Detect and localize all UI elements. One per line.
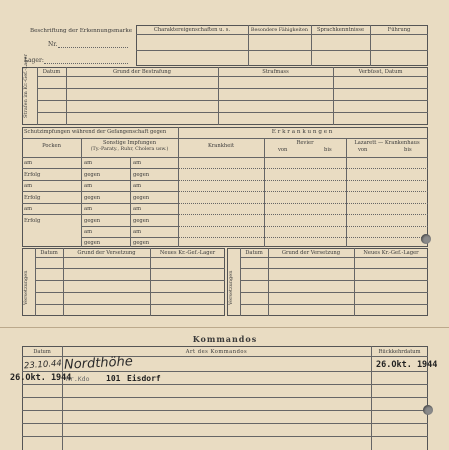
sonst-mid-4: am <box>84 206 93 212</box>
sonst-mid-5: gegen <box>84 218 101 224</box>
krankheit-header: Krankheit <box>207 143 235 149</box>
fuehrung-header: Führung <box>387 27 411 33</box>
revier-von: von <box>278 147 288 153</box>
versetzung-side-right: Versetzungen <box>228 270 234 305</box>
vers-r-neues: Neues Kr.-Gef.-Lager <box>363 250 419 256</box>
pocken-row-4: am <box>24 206 33 212</box>
sonst-mid-2: am <box>84 183 93 189</box>
pocken-row-0: am <box>24 160 33 166</box>
sonst-mid-7: gegen <box>84 240 101 246</box>
sonst-mid-1: gegen <box>84 172 101 178</box>
sonst-right-6: am <box>133 229 142 235</box>
pocken-row-3: Erfolg <box>24 195 41 201</box>
pocken-header: Pocken <box>42 143 61 149</box>
versetzung-grid-right <box>227 248 428 316</box>
strafen-datum: Datum <box>42 69 61 75</box>
sonst-mid-6: am <box>84 229 93 235</box>
versetzung-side-left: Versetzungen <box>23 270 29 305</box>
versetzung-grid-left <box>22 248 225 316</box>
sonst-right-2: am <box>133 183 142 189</box>
sonst-right-1: gegen <box>133 172 150 178</box>
sonst-right-3: gegen <box>133 195 150 201</box>
kommandos-title: Kommandos <box>192 334 258 344</box>
punch-hole-lower <box>423 405 433 415</box>
handwritten-kommando: Nordthöhe <box>63 354 134 373</box>
marke-label: Beschriftung der Erkennungsmarke <box>30 28 133 34</box>
punch-hole-upper <box>421 234 431 244</box>
vers-l-grund: Grund der Versetzung <box>77 250 136 256</box>
pocken-row-5: Erfolg <box>24 218 41 224</box>
nr-line <box>58 47 128 48</box>
pocken-row-2: am <box>24 183 33 189</box>
faehigkeiten-header: Besondere Fähigkeiten <box>250 27 309 33</box>
revier-header: Revier <box>296 140 314 146</box>
stamp-date: 26.Okt. 1944 <box>10 373 72 383</box>
sonst-right-5: gegen <box>133 218 150 224</box>
vers-l-neues: Neues Kr.-Gef.-Lager <box>159 250 216 256</box>
kdo-datum-header: Datum <box>33 349 51 355</box>
kdo-art-header: Art des Kommandos <box>185 349 248 355</box>
impf-title: Schutzimpfungen während der Gefangenschaft gegen <box>24 129 167 135</box>
sonst-right-0: am <box>133 160 142 166</box>
sonst-mid-3: gegen <box>84 195 101 201</box>
strafen-grund: Grund der Bestrafung <box>113 69 171 75</box>
vers-r-grund: Grund der Versetzung <box>281 250 341 256</box>
stamp-kdo-place: Eisdorf <box>127 374 161 383</box>
lager-line <box>44 63 128 64</box>
sonst-right-4: am <box>133 206 142 212</box>
sonst-right-7: gegen <box>133 240 150 246</box>
fold-line <box>0 327 449 328</box>
strafen-side-label: Strafen im Kr.-Gef.-Lager <box>23 54 29 118</box>
sonstige-sub: (Ty.-Paraty., Ruhr, Cholera usw.) <box>90 147 169 152</box>
strafen-verbuesst: Verbüsst, Datum <box>358 69 403 75</box>
revier-bis: bis <box>324 147 332 153</box>
vers-r-datum: Datum <box>245 250 263 256</box>
stamp-kdo-prefix: Kr.Kdo <box>66 375 90 383</box>
lager-label: Lager: <box>24 57 44 64</box>
sonstige-header: Sonstige Impfungen <box>102 140 157 146</box>
charakter-header: Charaktereigenschaften u. s. <box>153 27 231 33</box>
lazarett-header: Lazarett — Krankenhaus <box>354 140 420 146</box>
sprach-header: Sprachkenntnisse <box>316 27 365 33</box>
stamp-return-date: 26.Okt. 1944 <box>376 360 438 370</box>
strafen-strafmass: Strafmass <box>262 69 289 75</box>
stamp-kdo-number: 101 <box>106 374 121 383</box>
nr-label: Nr. <box>48 41 58 48</box>
lazarett-bis: bis <box>404 147 412 153</box>
sonst-mid-0: am <box>84 160 93 166</box>
kdo-rueckkehr-header: Rückkehrdatum <box>378 349 421 355</box>
lazarett-von: von <box>358 147 368 153</box>
erkrankungen-title: Erkrankungen <box>271 129 335 135</box>
handwritten-date: 23.10.44 <box>23 358 63 372</box>
pocken-row-1: Erfolg <box>24 172 41 178</box>
vers-l-datum: Datum <box>40 250 58 256</box>
